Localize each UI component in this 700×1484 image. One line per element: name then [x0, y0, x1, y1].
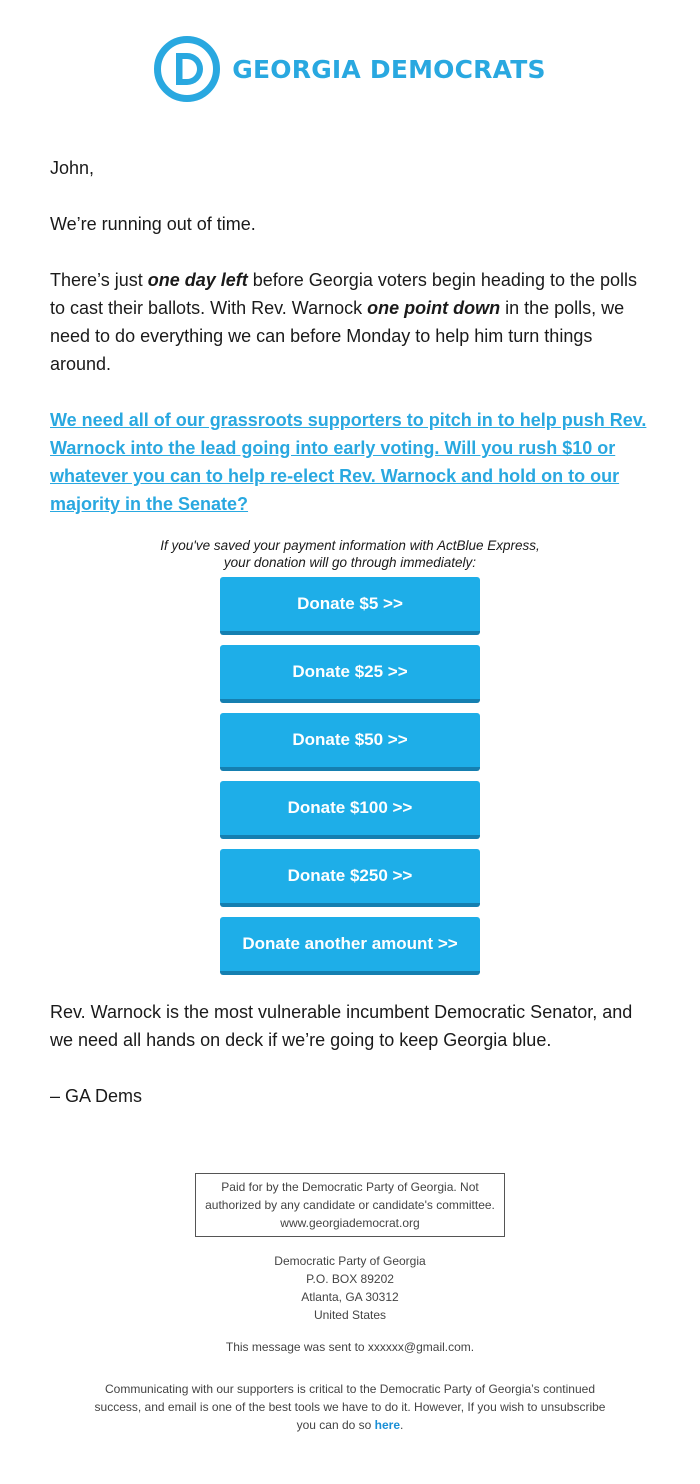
paid-for-disclaimer: [195, 1173, 505, 1237]
address-country: United States: [313, 1308, 387, 1322]
address-po-box: P.O. BOX 89202: [306, 1272, 394, 1286]
unsubscribe-text-end: .: [400, 1418, 404, 1432]
express-note-line-1: If you've saved your payment information with ActBlue Express,: [160, 538, 540, 553]
donate-another-amount-button[interactable]: Donate another amount >>: [220, 917, 480, 975]
emphasis-one-point-down: one point down: [367, 298, 501, 318]
main-paragraph: [50, 266, 655, 378]
unsubscribe-link[interactable]: here: [374, 1418, 401, 1432]
disclaimer-line-1: Paid for by the Democratic Party of Georgia. Not: [221, 1180, 479, 1194]
donate-250-button[interactable]: Donate $250 >>: [220, 849, 480, 907]
donate-50-button[interactable]: Donate $50 >>: [220, 713, 480, 771]
donate-100-button[interactable]: Donate $100 >>: [220, 781, 480, 839]
express-note-line-2: your donation will go through immediately:: [223, 555, 477, 570]
ask-paragraph: [50, 406, 655, 518]
donate-ask-link[interactable]: We need all of our grassroots supporters to pitch in to help push Rev. Warnock into the lead going into early voting. Will you rush $10 or whatever you can to help re-elect Rev. Warnock and hold on to our majority in the Senate?: [50, 410, 647, 514]
paragraph-text-1: There’s just: [50, 270, 148, 290]
unsubscribe-text: Communicating with our supporters is critical to the Democratic Party of Georgia’s continued success, and email is one of the best tools we have to do it. However, If you wish to unsubscribe you can do so: [94, 1382, 606, 1432]
disclaimer-line-2: authorized by any candidate or candidate's committee.: [205, 1198, 495, 1212]
democrats-d-logo-icon: [154, 36, 220, 102]
actblue-express-note: [0, 537, 700, 571]
address-org: Democratic Party of Georgia: [274, 1254, 426, 1268]
greeting: John,: [50, 158, 95, 178]
donate-25-button[interactable]: Donate $25 >>: [220, 645, 480, 703]
disclaimer-website: www.georgiademocrat.org: [280, 1216, 420, 1230]
unsubscribe-note: [90, 1380, 610, 1434]
header-logo[interactable]: [0, 36, 700, 102]
donate-5-button[interactable]: Donate $5 >>: [220, 577, 480, 635]
logo-text: GEORGIA DEMOCRATS: [232, 54, 546, 84]
paragraph-text-2: before Georgia voters begin heading to the polls to cast their ballots. With Rev. Warnock: [50, 270, 638, 318]
sent-to-line: This message was sent to xxxxxx@gmail.com.: [225, 1340, 475, 1354]
closing-paragraph: Rev. Warnock is the most vulnerable incumbent Democratic Senator, and we need all hands on deck if we’re going to keep Georgia blue.: [50, 1002, 633, 1050]
paragraph-text-3: in the polls, we need to do everything we can before Monday to help him turn things around.: [50, 298, 625, 374]
mailing-address: [0, 1252, 700, 1324]
address-city: Atlanta, GA 30312: [301, 1290, 399, 1304]
emphasis-one-day-left: one day left: [147, 270, 248, 290]
signature: – GA Dems: [50, 1086, 143, 1106]
running-out-line: We’re running out of time.: [50, 214, 256, 234]
